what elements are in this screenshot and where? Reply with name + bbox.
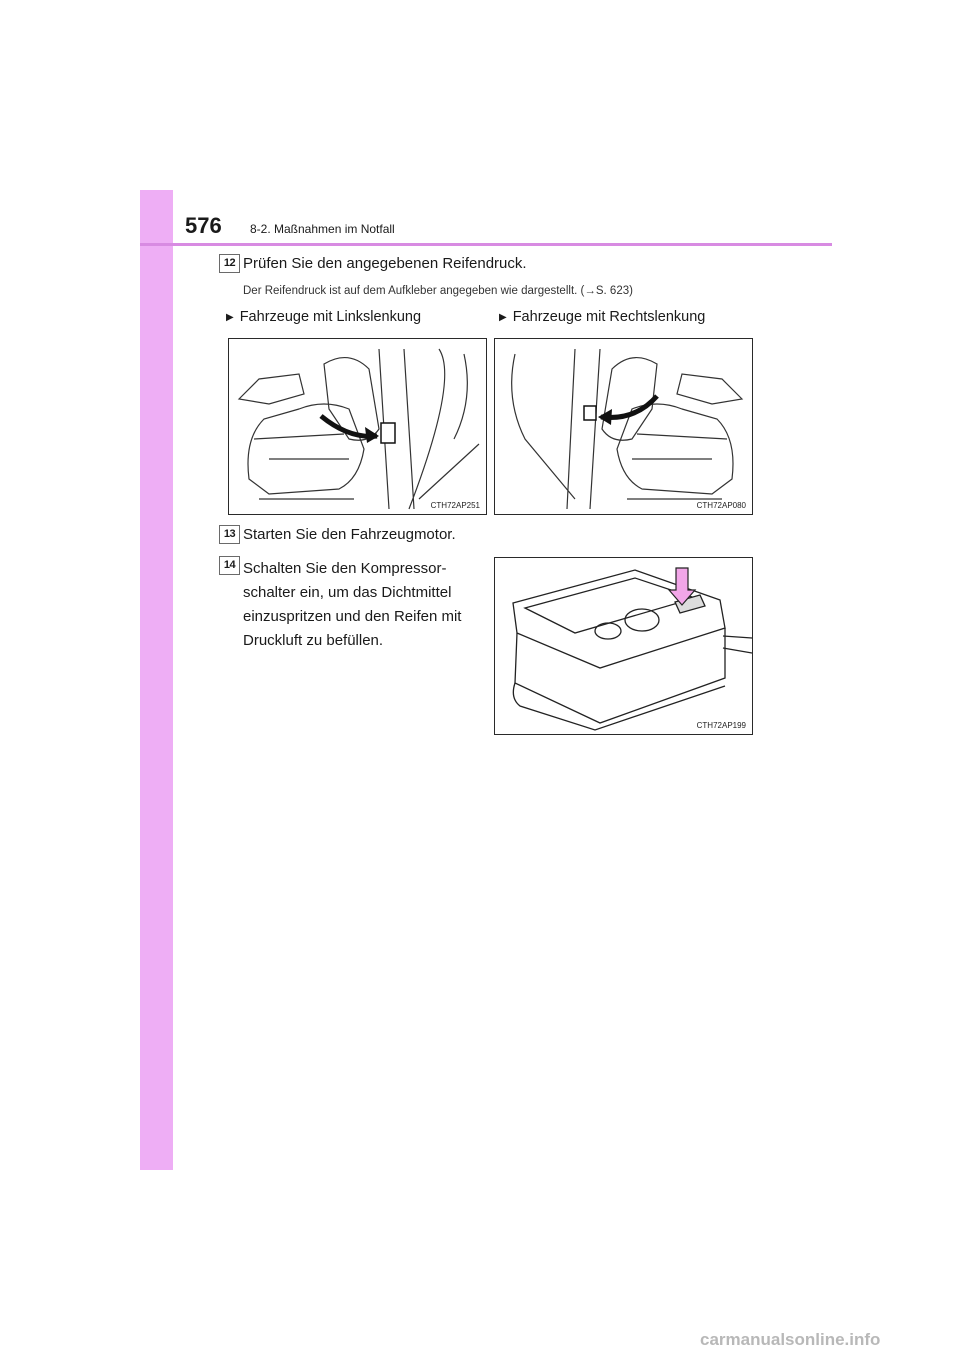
step-12-text: Prüfen Sie den angegebenen Reifendruck. [243, 255, 527, 272]
variant-right-hand-drive: ▶ Fahrzeuge mit Rechtslenkung [499, 309, 706, 325]
figure-right-hand-drive [494, 338, 753, 515]
breadcrumb: 8-2. Maßnahmen im Notfall [250, 222, 395, 236]
arrow-right-icon: → [584, 285, 596, 297]
compressor-switch-illustration [495, 558, 752, 734]
figure-code: CTH72AP251 [430, 501, 480, 510]
header-divider [140, 243, 832, 246]
right-hand-drive-seat-label-illustration [495, 339, 752, 514]
figure-left-hand-drive [228, 338, 487, 515]
page-reference-link[interactable]: S. 623) [595, 285, 633, 297]
left-hand-drive-seat-label-illustration [229, 339, 486, 514]
watermark: carmanualsonline.info [700, 1330, 881, 1349]
step-number-12: 12 [219, 254, 240, 273]
figure-compressor [494, 557, 753, 735]
page-number: 576 [185, 213, 222, 238]
step-number-13: 13 [219, 525, 240, 544]
figure-code: CTH72AP080 [696, 501, 746, 510]
triangle-bullet-icon: ▶ [499, 312, 507, 323]
tire-pressure-note: Der Reifendruck ist auf dem Aufkleber angegeben wie dargestellt. (→S. 623) [243, 285, 633, 297]
step-number-14: 14 [219, 556, 240, 575]
variant-left-hand-drive: ▶ Fahrzeuge mit Linkslenkung [226, 309, 422, 325]
step-13-text: Starten Sie den Fahrzeugmotor. [243, 526, 456, 543]
chapter-sidebar-tab [140, 190, 173, 1170]
figure-code: CTH72AP199 [696, 721, 746, 730]
triangle-bullet-icon: ▶ [226, 312, 234, 323]
step-14-text: Schalten Sie den Kompressor- schalter ein, um das Dichtmittel einzuspritzen und den Reifen mit Druckluft zu befüllen. [243, 560, 462, 649]
